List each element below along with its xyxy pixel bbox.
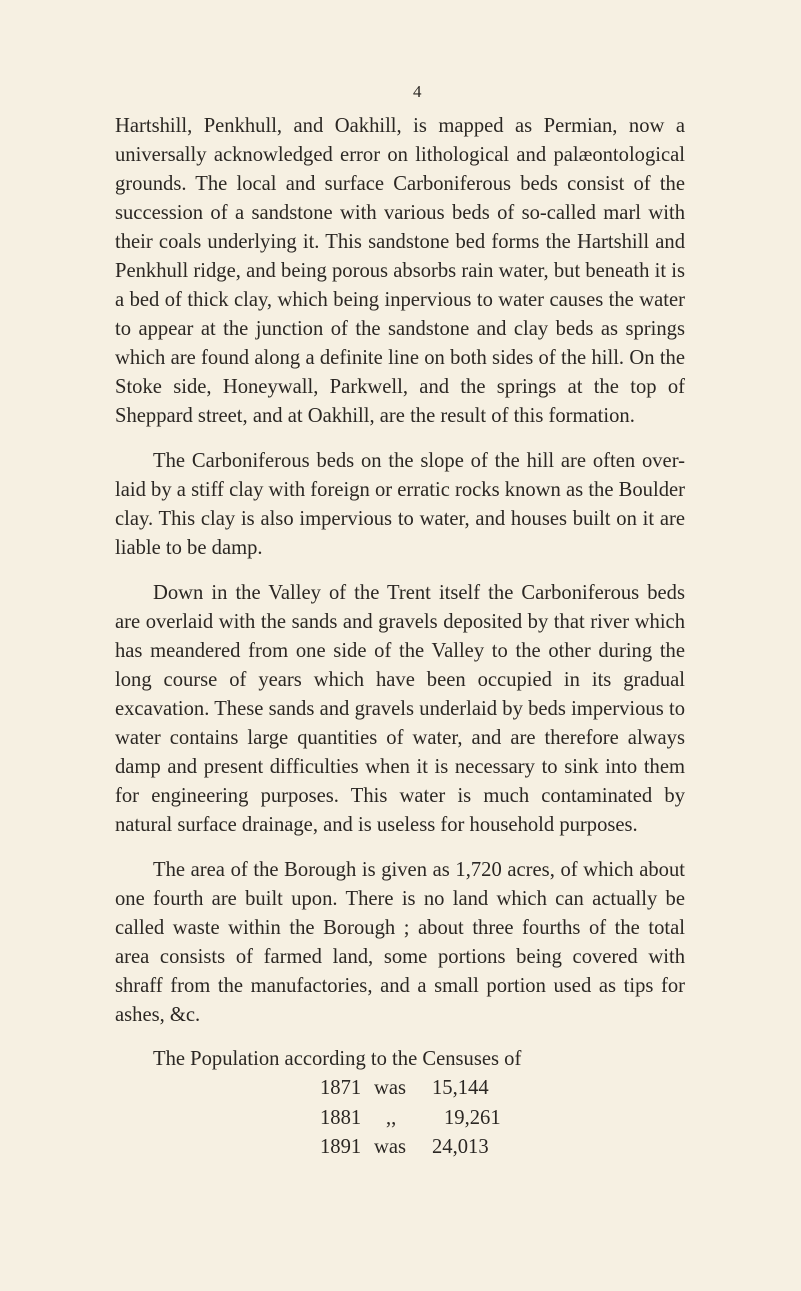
paragraph-borough-area: The area of the Borough is given as 1,720 acres, of which about one fourth are built upon. There is no land which can actually be called waste within the Borough ; about three fourths of the total area consists of farmed land, some portions being covered with shraff from the manufactories, and a small portion used as tips for ashes, &c. xyxy=(115,858,685,1026)
census-row xyxy=(320,1104,685,1133)
census-year: 1881 xyxy=(320,1106,362,1129)
paragraph-geology-continued: Hartshill, Penkhull, and Oakhill, is mapped as Permian, now a universally acknowledged error on lithological and palæontological grounds. The local and surface Carboniferous beds consist of the succession of a sandstone with various beds of so-called marl with their coals underlying it. This sandstone bed forms the Hartshill and Penkhull ridge, and being porous absorbs rain water, but beneath it is a bed of thick clay, which being inpervious to water causes the water to appear at the junction of the sandstone and clay beds as springs which are found along a definite line on both sides of the hill. On the Stoke side, Honeywall, Parkwell, and the springs at the top of Sheppard street, and at Oakhill, are the result of this formation. xyxy=(115,115,685,428)
census-population: 15,144 xyxy=(432,1077,489,1100)
census-verb: was xyxy=(374,1077,407,1100)
census-verb: was xyxy=(374,1135,407,1158)
census-population: 24,013 xyxy=(432,1135,489,1158)
census-verb-ditto: ,, xyxy=(386,1106,397,1129)
census-intro: The Population according to the Censuses of xyxy=(153,1048,522,1071)
page-number: 4 xyxy=(413,82,422,101)
paragraph-boulder-clay: The Carboniferous beds on the slope of the hill are often over-laid by a stiff clay with foreign or erratic rocks known as the Boulder clay. This clay is also impervious to water, and houses built on it are liable to be damp. xyxy=(115,450,685,560)
census-row xyxy=(320,1074,685,1103)
census-year: 1871 xyxy=(320,1077,362,1100)
census-table xyxy=(320,1074,685,1161)
census-year: 1891 xyxy=(320,1135,362,1158)
census-row xyxy=(320,1133,685,1162)
census-population: 19,261 xyxy=(444,1106,501,1129)
paragraph-trent-valley: Down in the Valley of the Trent itself the Carboniferous beds are overlaid with the sands and gravels deposited by that river which has meandered from one side of the Valley to the other during the long course of years which have been occupied in its gradual excavation. These sands and gravels underlaid by beds impervious to water contains large quantities of water, and are therefore always damp and present difficulties when it is necessary to sink into them for engineering purposes. This water is much contaminated by natural surface drainage, and is useless for household purposes. xyxy=(115,581,685,837)
body-text xyxy=(115,112,685,1162)
